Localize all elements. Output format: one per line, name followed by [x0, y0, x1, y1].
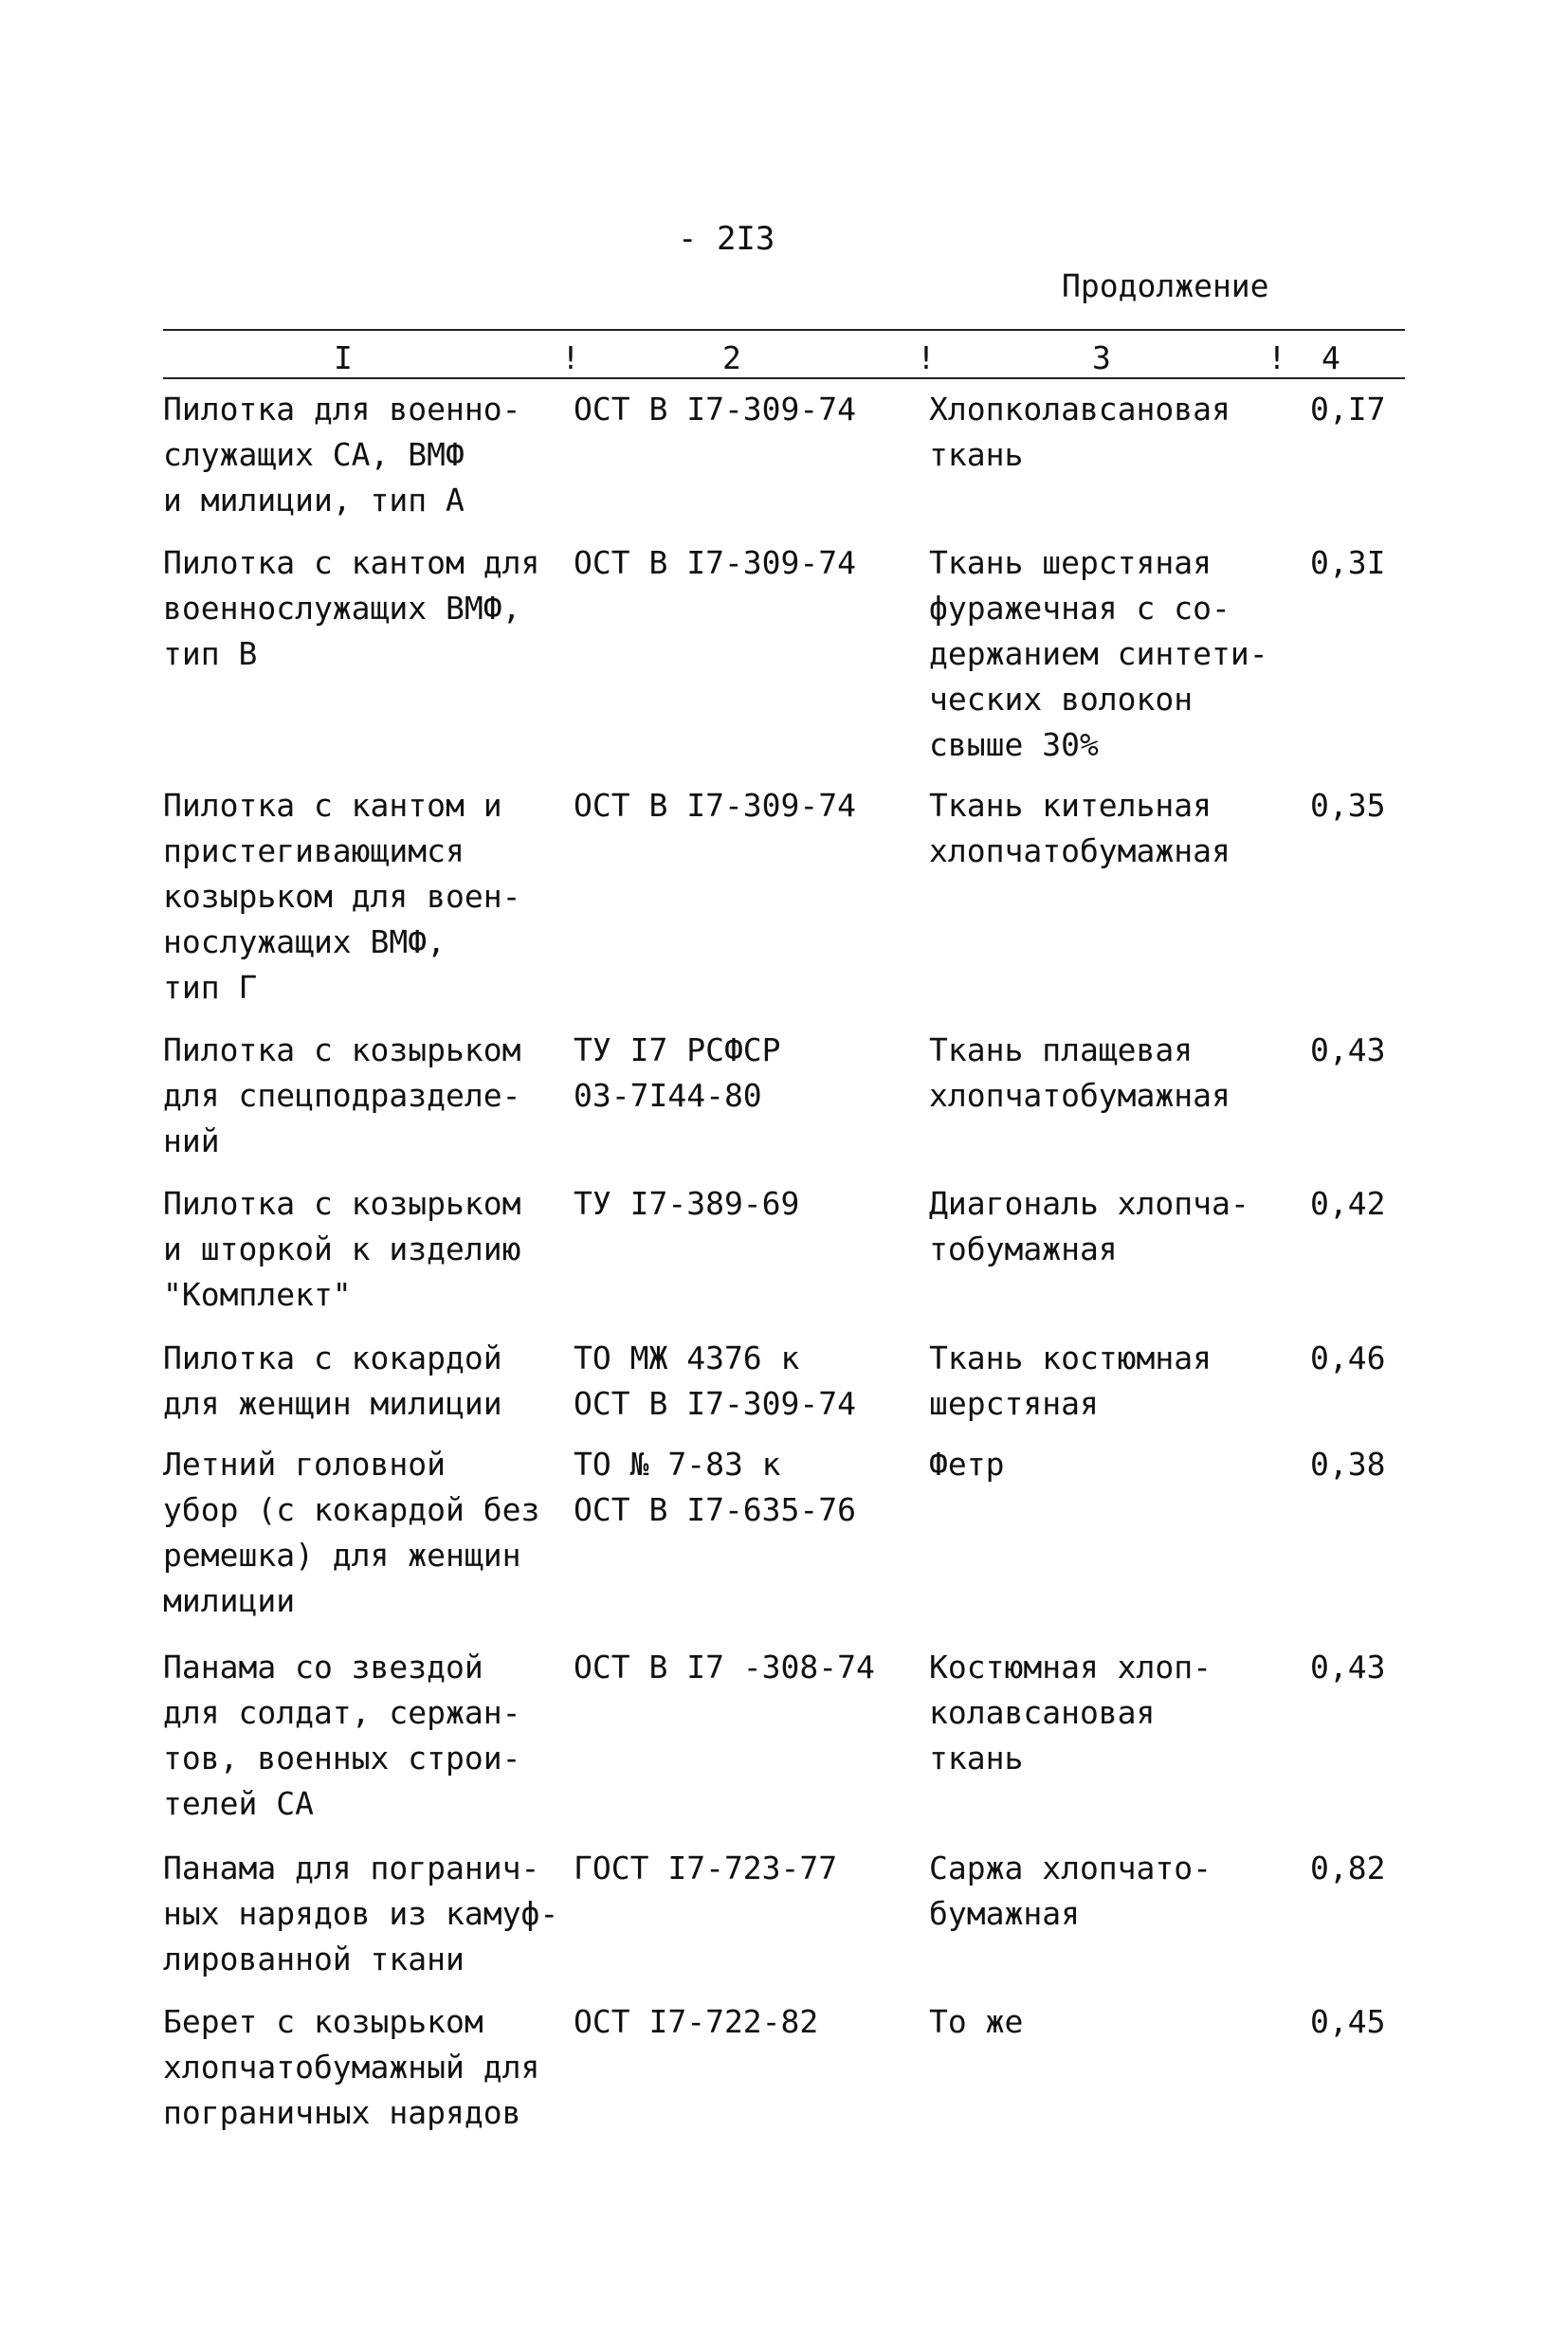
item-name: Пилотка с кантом и пристегивающимся козырьком для воен- нослужащих ВМФ, тип Г — [163, 787, 521, 1006]
item-value: 0,3I — [1310, 544, 1386, 581]
item-material: Диагональ хлопча- тобумажная — [929, 1185, 1249, 1267]
page-number: - 2I3 — [678, 220, 775, 258]
item-material: Фетр — [929, 1446, 1005, 1483]
item-value: 0,43 — [1310, 1031, 1386, 1068]
table-row — [163, 783, 1405, 1028]
item-value: 0,I7 — [1310, 391, 1386, 428]
item-value: 0,35 — [1310, 787, 1386, 824]
item-name: Пилотка с козырьком и шторкой к изделию "Комплект" — [163, 1185, 521, 1313]
table-body — [163, 387, 1405, 2153]
item-standard: ОСТ I7-722-82 — [574, 2003, 819, 2040]
table-row — [163, 1442, 1405, 1645]
item-material: Ткань шерстяная фуражечная с со- держанием синтети- ческих волокон свыше 30% — [929, 544, 1268, 763]
item-value: 0,43 — [1310, 1649, 1386, 1686]
table-header-rule — [163, 377, 1405, 379]
table-row — [163, 387, 1405, 540]
item-name: Пилотка с кантом для военнослужащих ВМФ, тип В — [163, 544, 540, 672]
item-standard: ТО МЖ 4376 к ОСТ В I7-309-74 — [574, 1340, 857, 1422]
table-row — [163, 1181, 1405, 1336]
header-col-3: 3 — [1092, 339, 1111, 376]
item-material: Ткань плащевая хлопчатобумажная — [929, 1031, 1231, 1114]
item-standard: ОСТ В I7-309-74 — [574, 391, 857, 428]
item-value: 0,42 — [1310, 1185, 1386, 1222]
item-standard: ГОСТ I7-723-77 — [574, 1850, 838, 1886]
item-name: Пилотка с козырьком для спецподразделе- ний — [163, 1031, 521, 1159]
item-standard: ТУ I7-389-69 — [574, 1185, 800, 1222]
header-separator: ! — [1267, 339, 1286, 376]
header-col-2: 2 — [722, 339, 741, 376]
item-standard: ТУ I7 РСФСР 03-7I44-80 — [574, 1031, 781, 1114]
item-name: Пилотка для военно- служащих СА, ВМФ и милиции, тип А — [163, 391, 521, 519]
item-standard: ОСТ В I7-309-74 — [574, 544, 857, 581]
item-value: 0,82 — [1310, 1850, 1386, 1886]
header-separator: ! — [917, 339, 936, 376]
item-material: Ткань костюмная шерстяная — [929, 1340, 1212, 1422]
item-value: 0,38 — [1310, 1446, 1386, 1483]
table-row — [163, 540, 1405, 783]
header-col-1: I — [334, 339, 353, 376]
table-header — [163, 339, 1405, 377]
item-standard: ОСТ В I7 -308-74 — [574, 1649, 875, 1686]
table-row — [163, 1846, 1405, 1999]
item-name: Панама для погранич- ных нарядов из камуф- лированной ткани — [163, 1850, 559, 1977]
item-material: Костюмная хлоп- колавсановая ткань — [929, 1649, 1212, 1777]
header-col-4: 4 — [1322, 339, 1340, 376]
item-value: 0,46 — [1310, 1340, 1386, 1376]
item-material: Саржа хлопчато- бумажная — [929, 1850, 1212, 1932]
item-name: Летний головной убор (с кокардой без ремешка) для женщин милиции — [163, 1446, 540, 1619]
table-row — [163, 1999, 1405, 2153]
item-standard: ТО № 7-83 к ОСТ В I7-635-76 — [574, 1446, 857, 1528]
table-top-rule — [163, 329, 1405, 331]
table-row — [163, 1336, 1405, 1442]
item-material: То же — [929, 2003, 1024, 2040]
item-name: Панама со звездой для солдат, сержан- тов, военных строи- телей СА — [163, 1649, 521, 1822]
table-row — [163, 1028, 1405, 1181]
item-value: 0,45 — [1310, 2003, 1386, 2040]
table-row — [163, 1645, 1405, 1846]
continuation-label: Продолжение — [1062, 267, 1269, 304]
header-separator: ! — [561, 339, 580, 376]
item-name: Пилотка с кокардой для женщин милиции — [163, 1340, 502, 1422]
item-name: Берет с козырьком хлопчатобумажный для пограничных нарядов — [163, 2003, 540, 2131]
item-standard: ОСТ В I7-309-74 — [574, 787, 857, 824]
item-material: Хлопколавсановая ткань — [929, 391, 1231, 473]
item-material: Ткань кительная хлопчатобумажная — [929, 787, 1231, 869]
